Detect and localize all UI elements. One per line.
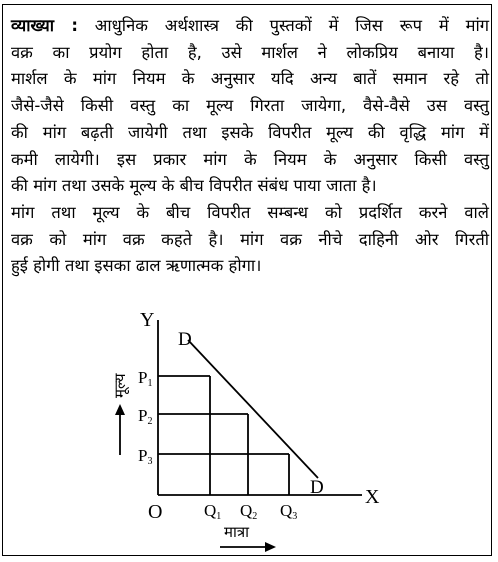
quantity-label-q1: Q1 (204, 501, 222, 522)
text-line: वक्र को मांग वक्र कहते है। मांग वक्र नीचे दाहिनी ओर गिरती (11, 229, 489, 249)
curve-label-bottom: D (310, 477, 324, 498)
quantity-label-q3: Q3 (280, 501, 298, 522)
text-line: मार्शल के मांग नियम के अनुसार यदि अन्य बातें समान रहे तो (11, 69, 489, 89)
text-line: वक्र का प्रयोग होता है, उसे मार्शल ने लोकप्रिय बनाया है। (11, 42, 489, 62)
quantity-axis-word: मात्रा (224, 523, 250, 541)
quantity-label-q2: Q2 (240, 501, 258, 522)
text-line: मांग तथा मूल्य के बीच विपरीत सम्बन्ध को प्रदर्शित करने वाले (11, 202, 489, 222)
price-label-p3: P3 (138, 446, 153, 467)
explanation-term: व्याख्या : (11, 16, 78, 35)
text-line: की मांग तथा उसके मूल्य के बीच विपरीत संबंध पाया जाता है। (11, 176, 377, 196)
curve-label-top: D (178, 329, 192, 350)
x-axis-label: X (365, 486, 380, 508)
origin-label: O (148, 501, 163, 523)
price-label-p2: P2 (138, 406, 153, 427)
right-arrow-icon (265, 542, 276, 552)
up-arrow-icon (115, 404, 125, 415)
demand-curve (188, 340, 318, 478)
text-line-content: आधुनिक अर्थशास्त्र की पुस्तकों में जिस रूप में मांग (94, 16, 490, 35)
text-line: हुई होगी तथा इसका ढाल ऋणात्मक होगा। (11, 256, 262, 276)
text-line: जैसे-जैसे किसी वस्तु का मूल्य गिरता जायेगा, वैसे-वैसे उस वस्तु (11, 96, 489, 116)
price-axis-word: मूल्य (111, 373, 129, 398)
y-axis-label: Y (140, 309, 155, 331)
text-line: कमी लायेगी। इस प्रकार मांग के नियम के अनुसार किसी वस्तु (11, 149, 489, 169)
text-line: की मांग बढ़ती जायेगी तथा इसके विपरीत मूल्य की वृद्धि मांग में (11, 122, 489, 142)
price-label-p1: P1 (138, 368, 153, 389)
